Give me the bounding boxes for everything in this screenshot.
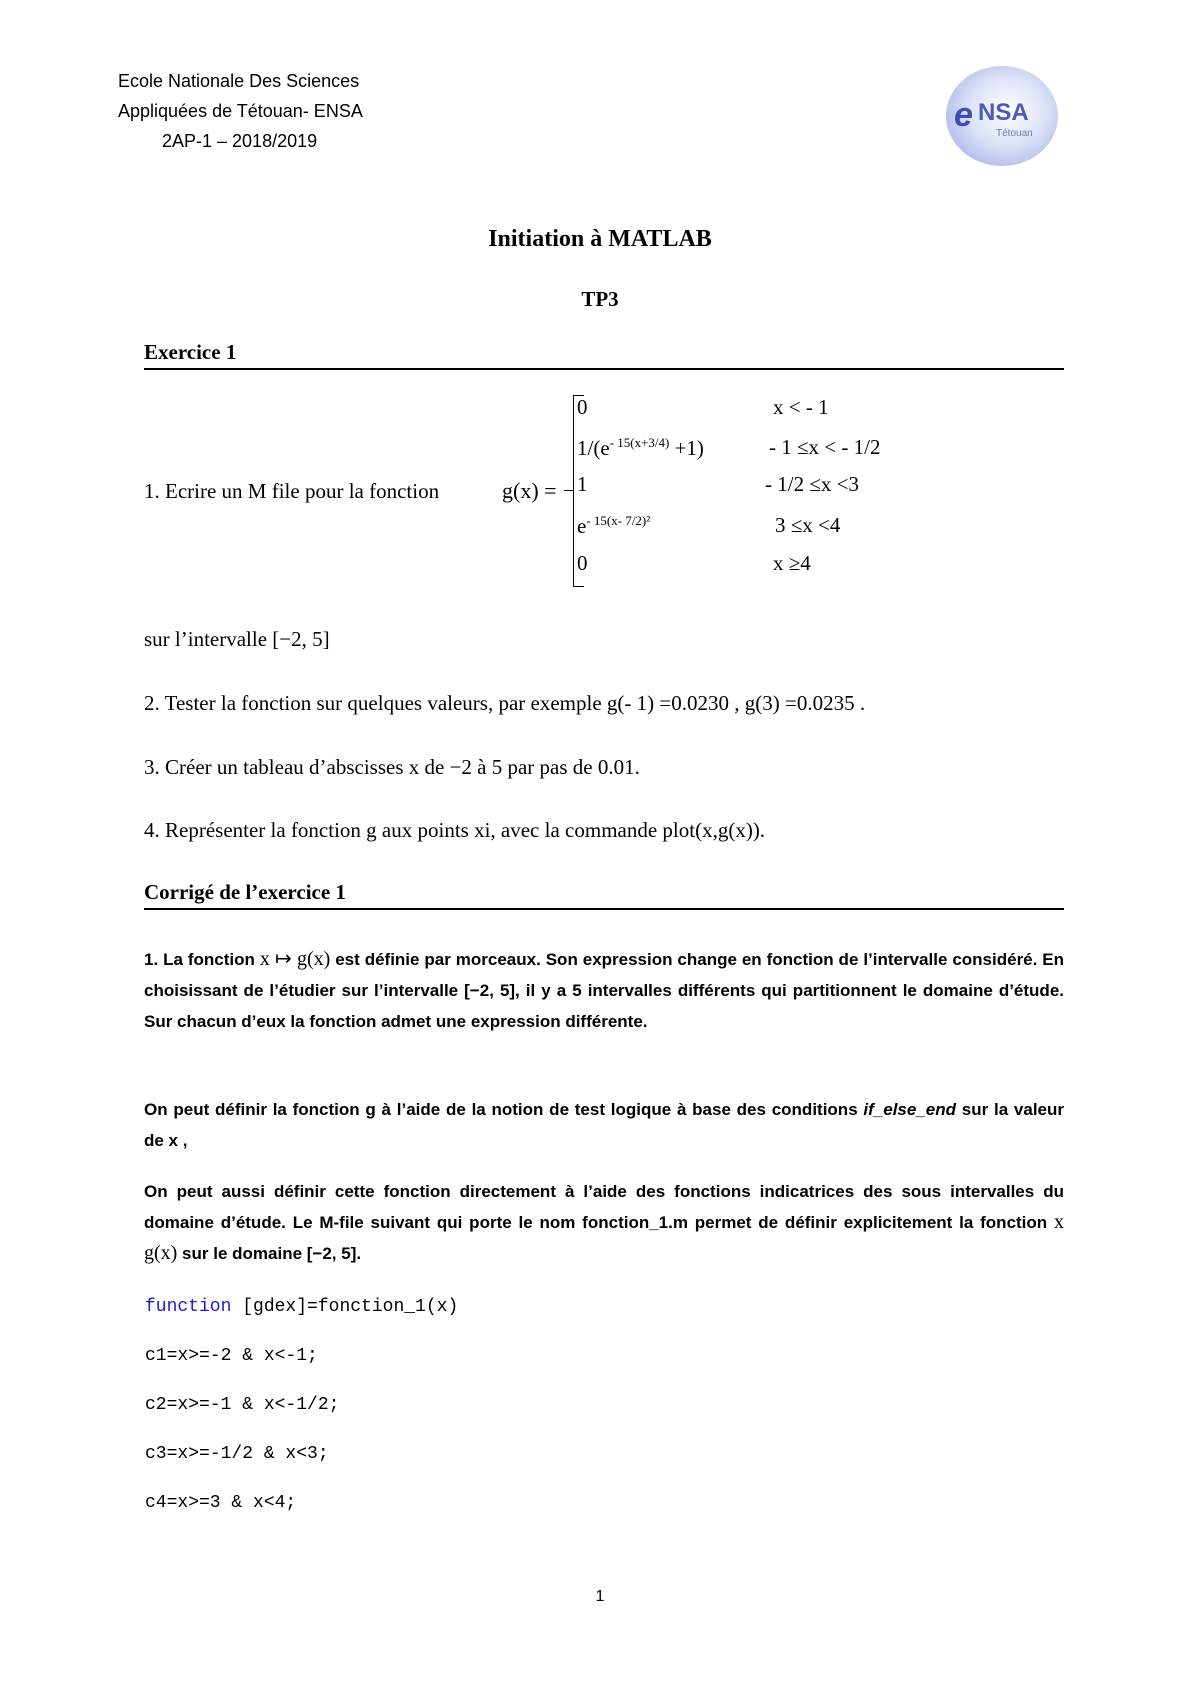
ensa-logo [940,64,1060,174]
correction-paragraph-2: On peut définir la fonction g à l’aide de la notion de test logique à base des conditions if_else_end sur la valeur de x , [144,1100,1064,1150]
exercise-heading: Exercice 1 [144,340,1064,370]
logo-letter-e: e [954,96,973,134]
code-line: c4=x>=3 & x<4; [145,1493,297,1513]
question-1-text: 1. Ecrire un M file pour la fonction [144,479,440,503]
example-value-1: g(- 1) =0.0230 [606,691,729,715]
page-number: 1 [595,1588,605,1605]
piecewise-definition: 0 x < - 1 $1/(e^{- 15(x+3/4)} +1)$ - 1 ≤x < - 1/2 1 - 1/2 ≤x <3 $e^{- 15(x- 7/2)^2}$ 3 ≤x <4 0 x ≥4 [573,395,903,585]
document-title: Initiation à MATLAB [488,226,712,252]
code-line: function [gdex]=fonction_1(x) [145,1297,459,1317]
question-3: 3. Créer un tableau d’abscisses x de −2 à 5 par pas de 0.01. [144,755,640,779]
function-lhs: g(x) = [502,478,557,503]
correction-heading: Corrigé de l’exercice 1 [144,880,1064,910]
document-subtitle: TP3 [581,287,619,311]
logo-subtext: Tétouan [996,128,1033,139]
example-value-2: g(3) =0.0235 [744,691,855,715]
code-keyword: function [145,1297,232,1317]
mapping-notation: x g(x) [144,1211,1064,1264]
code-line: c1=x>=-2 & x<-1; [145,1346,318,1366]
school-header [118,66,363,156]
correction-paragraph-1: 1. La fonction x ↦ g(x) est définie par morceaux. Son expression change en fonction de l’intervalle considéré. En choisissant de l’étudier sur l’intervalle [−2, 5], il y a 5 intervalles différents qui partitionnent le domaine d’étude. Sur chacun d’eux la fonction admet une expression différente. [144,948,1064,1031]
interval-line: sur l’intervalle [−2, 5] [144,627,330,651]
question-2: 2. Tester la fonction sur quelques valeurs, par exemple g(- 1) =0.0230 , g(3) =0.0235 . [144,691,866,715]
question-4: 4. Représenter la fonction g aux points xi, avec la commande plot(x,g(x)). [144,818,766,842]
mapping-notation: x ↦ g(x) [259,948,331,970]
code-line: c3=x>=-1/2 & x<3; [145,1444,329,1464]
school-name-line1: Ecole Nationale Des Sciences [118,71,360,91]
school-name-line2: Appliquées de Tétouan- ENSA [118,101,363,121]
class-year-line: 2AP-1 – 2018/2019 [162,131,318,151]
code-line: c2=x>=-1 & x<-1/2; [145,1395,340,1415]
logo-letters-nsa: NSA [978,99,1029,126]
correction-paragraph-3: On peut aussi définir cette fonction directement à l’aide des fonctions indicatrices des sous intervalles du domaine d’étude. Le M-file suivant qui porte le nom fonction_1.m permet de définir explicitement la fonction x g(x) sur le domaine [−2, 5]. [144,1182,1064,1264]
